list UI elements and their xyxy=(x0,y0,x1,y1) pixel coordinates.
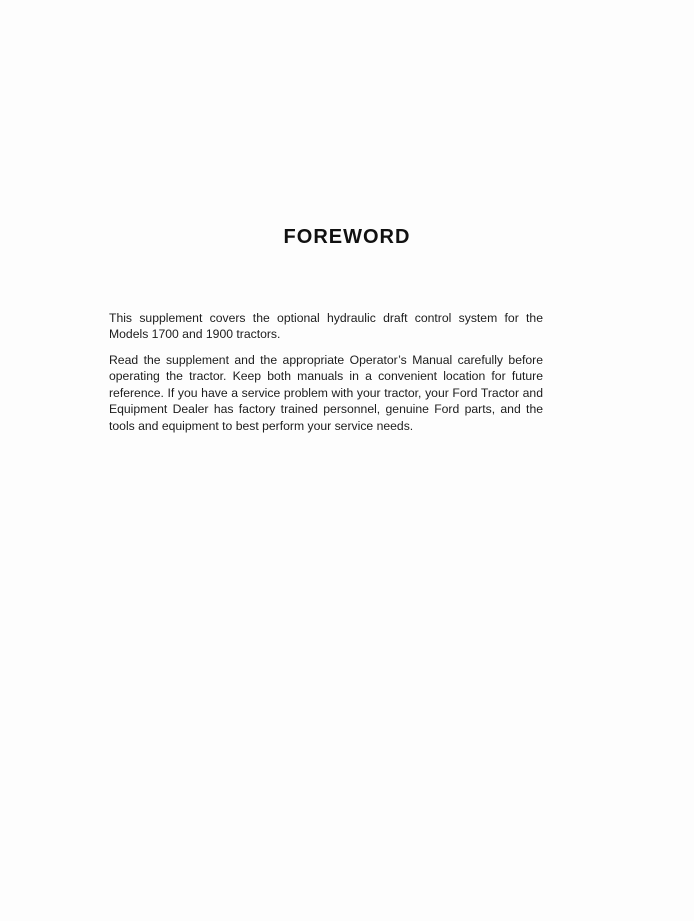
page-title: FOREWORD xyxy=(283,226,411,248)
instructions-paragraph: Read the supplement and the appropriate Operator’s Manual carefully before operating the tractor. Keep both manuals in a convenient location for future reference. If you have a service problem with your tractor, your Ford Tractor and Equipment Dealer has factory trained personnel, genuine Ford parts, and the tools and equipment to best perform your service needs. xyxy=(109,353,543,433)
intro-paragraph: This supplement covers the optional hydraulic draft control system for the Models 1700 and 1900 tractors. xyxy=(109,311,543,342)
